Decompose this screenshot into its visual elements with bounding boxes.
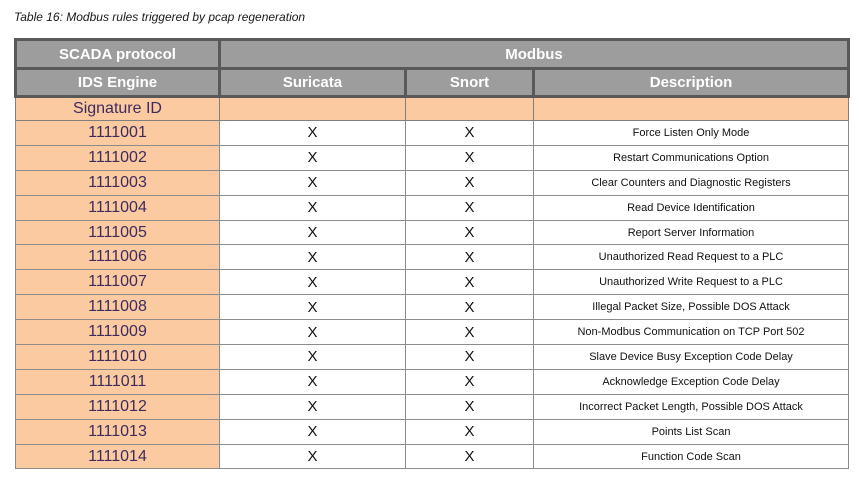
suricata-mark-cell: X <box>220 320 406 345</box>
snort-mark-cell: X <box>406 245 534 270</box>
description-cell: Read Device Identification <box>534 195 849 220</box>
table-row <box>16 220 849 245</box>
table-row <box>16 145 849 170</box>
signature-id-cell: 1111006 <box>16 245 220 270</box>
modbus-rules-table <box>14 38 850 469</box>
suricata-mark-cell: X <box>220 419 406 444</box>
signature-id-cell: 1111003 <box>16 170 220 195</box>
suricata-mark-cell: X <box>220 121 406 146</box>
table-caption: Table 16: Modbus rules triggered by pcap regeneration <box>14 10 306 24</box>
description-cell: Acknowledge Exception Code Delay <box>534 369 849 394</box>
signature-id-cell: 1111010 <box>16 345 220 370</box>
snort-mark-cell: X <box>406 220 534 245</box>
suricata-mark-cell: X <box>220 345 406 370</box>
suricata-mark-cell: X <box>220 220 406 245</box>
description-cell: Restart Communications Option <box>534 145 849 170</box>
suricata-mark-cell: X <box>220 245 406 270</box>
table-row <box>16 419 849 444</box>
suricata-mark-cell: X <box>220 195 406 220</box>
signature-id-cell: 1111014 <box>16 444 220 469</box>
suricata-mark-cell: X <box>220 145 406 170</box>
suricata-mark-cell: X <box>220 369 406 394</box>
header-ids-engine: IDS Engine <box>16 69 220 97</box>
signature-id-cell: 1111004 <box>16 195 220 220</box>
snort-mark-cell: X <box>406 270 534 295</box>
header-suricata: Suricata <box>220 69 406 97</box>
header-row-protocol <box>16 40 849 69</box>
header-row-engine <box>16 69 849 97</box>
table-row <box>16 170 849 195</box>
table-row <box>16 394 849 419</box>
table-row <box>16 295 849 320</box>
suricata-mark-cell: X <box>220 270 406 295</box>
table-row <box>16 195 849 220</box>
suricata-mark-cell: X <box>220 394 406 419</box>
snort-mark-cell: X <box>406 444 534 469</box>
signature-id-cell: 1111013 <box>16 419 220 444</box>
snort-mark-cell: X <box>406 419 534 444</box>
signature-id-cell: 1111002 <box>16 145 220 170</box>
signature-id-cell: 1111005 <box>16 220 220 245</box>
table-row <box>16 444 849 469</box>
snort-mark-cell: X <box>406 295 534 320</box>
table-row <box>16 270 849 295</box>
suricata-mark-cell: X <box>220 170 406 195</box>
description-cell: Points List Scan <box>534 419 849 444</box>
snort-mark-cell: X <box>406 170 534 195</box>
header-description: Description <box>534 69 849 97</box>
description-cell: Report Server Information <box>534 220 849 245</box>
signature-id-label: Signature ID <box>16 97 220 121</box>
suricata-mark-cell: X <box>220 295 406 320</box>
description-cell: Incorrect Packet Length, Possible DOS Attack <box>534 394 849 419</box>
signature-id-cell: 1111009 <box>16 320 220 345</box>
table-row <box>16 369 849 394</box>
empty-cell <box>406 97 534 121</box>
snort-mark-cell: X <box>406 320 534 345</box>
empty-cell <box>534 97 849 121</box>
description-cell: Force Listen Only Mode <box>534 121 849 146</box>
description-cell: Clear Counters and Diagnostic Registers <box>534 170 849 195</box>
signature-id-cell: 1111012 <box>16 394 220 419</box>
signature-id-cell: 1111008 <box>16 295 220 320</box>
header-modbus: Modbus <box>220 40 849 69</box>
signature-id-cell: 1111007 <box>16 270 220 295</box>
header-scada-protocol: SCADA protocol <box>16 40 220 69</box>
description-cell: Unauthorized Write Request to a PLC <box>534 270 849 295</box>
table-row <box>16 320 849 345</box>
snort-mark-cell: X <box>406 145 534 170</box>
suricata-mark-cell: X <box>220 444 406 469</box>
signature-id-row <box>16 97 849 121</box>
snort-mark-cell: X <box>406 121 534 146</box>
description-cell: Function Code Scan <box>534 444 849 469</box>
description-cell: Non-Modbus Communication on TCP Port 502 <box>534 320 849 345</box>
snort-mark-cell: X <box>406 369 534 394</box>
header-snort: Snort <box>406 69 534 97</box>
table-row <box>16 121 849 146</box>
signature-id-cell: 1111011 <box>16 369 220 394</box>
description-cell: Illegal Packet Size, Possible DOS Attack <box>534 295 849 320</box>
empty-cell <box>220 97 406 121</box>
snort-mark-cell: X <box>406 195 534 220</box>
snort-mark-cell: X <box>406 394 534 419</box>
signature-id-cell: 1111001 <box>16 121 220 146</box>
table-row <box>16 345 849 370</box>
table-row <box>16 245 849 270</box>
description-cell: Slave Device Busy Exception Code Delay <box>534 345 849 370</box>
snort-mark-cell: X <box>406 345 534 370</box>
description-cell: Unauthorized Read Request to a PLC <box>534 245 849 270</box>
table-body <box>16 97 849 469</box>
